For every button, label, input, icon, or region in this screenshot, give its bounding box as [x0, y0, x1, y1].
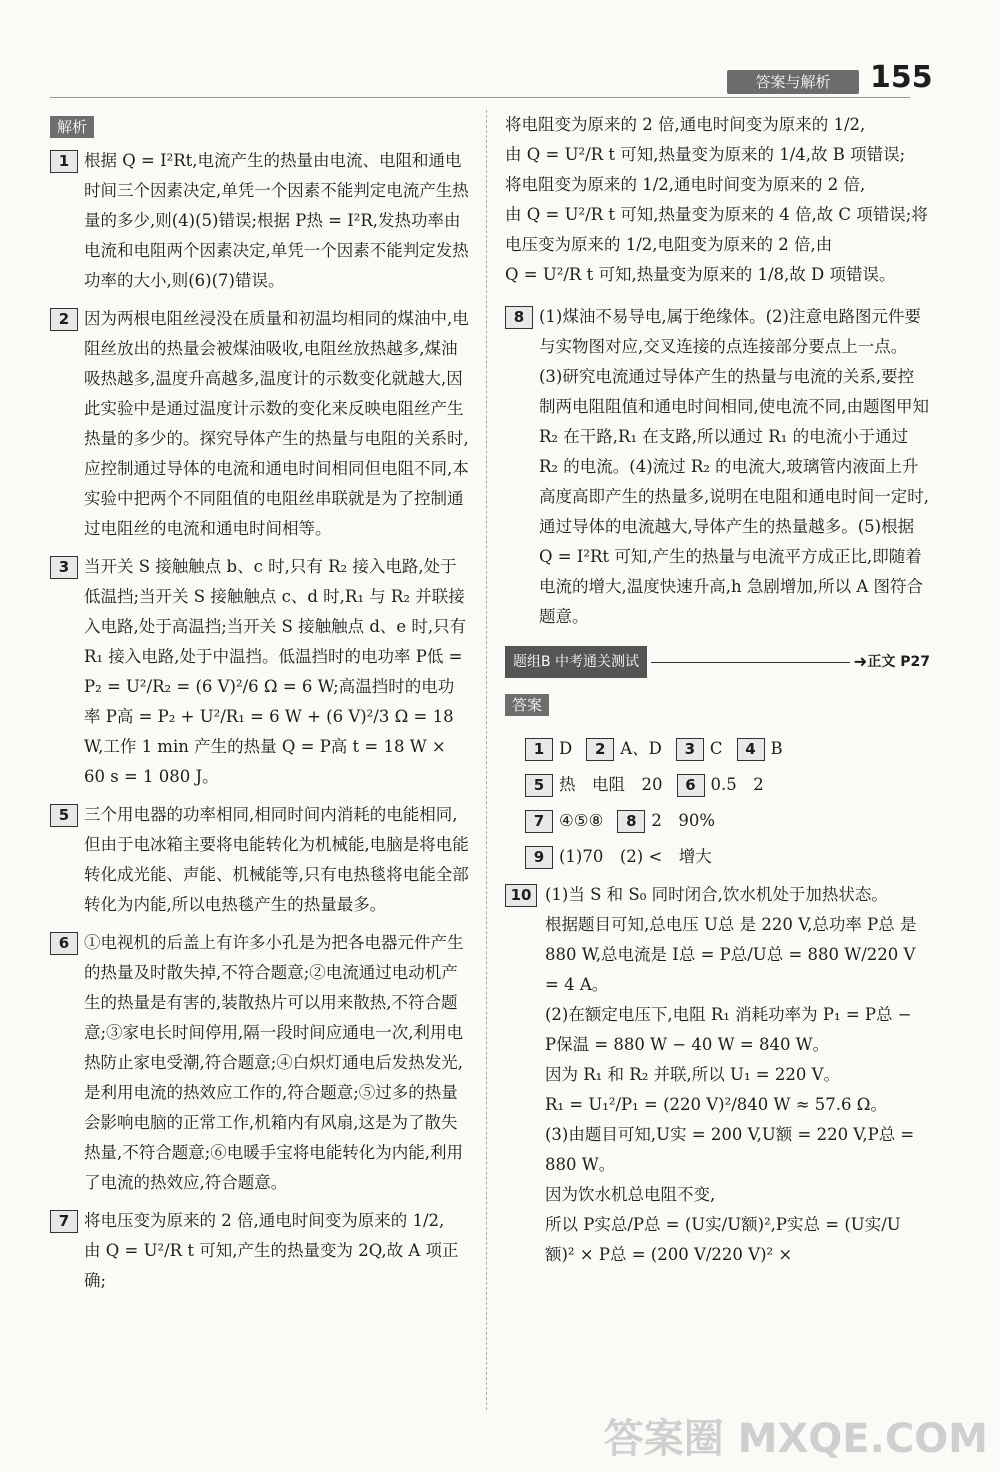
right-column [505, 110, 930, 1278]
item-number-box: 8 [505, 306, 533, 329]
answer-row [525, 806, 930, 836]
item-number-box: 5 [50, 804, 78, 827]
answer-4 [737, 734, 783, 764]
section-label-answer: 答案 [505, 694, 549, 716]
answer-value: D [559, 739, 573, 758]
analysis-item-10 [505, 880, 930, 1270]
answer-number-box: 8 [617, 810, 645, 833]
answer-number-box: 9 [525, 846, 553, 869]
item-text: 将电压变为原来的 2 倍,通电时间变为原来的 1/2, 由 Q = U²/R t 可知,产生的热量变为 2Q,故 A 项正确; [84, 1211, 459, 1290]
answer-value: 0.5 2 [710, 775, 764, 794]
answer-number-box: 1 [525, 738, 553, 761]
item-text: 因为两根电阻丝浸没在质量和初温均相同的煤油中,电阻丝放出的热量会被煤油吸收,电阻丝放热越多,煤油吸热越多,温度升高越多,温度计的示数变化就越大,因此实验中是通过温度计示数的变化来反映电阻丝产生热量的多少的。探究导体产生的热量与电阻的关系时,应控制通过导体的电流和通电时间相同但电阻不同,本实验中把两个不同阻值的电阻丝串联就是为了控制通过电阻丝的电流和通电时间相等。 [84, 309, 469, 538]
header-rule [50, 97, 910, 98]
answer-number-box: 3 [676, 738, 704, 761]
item-number-box: 1 [50, 150, 78, 173]
analysis-item-8 [505, 302, 930, 632]
answer-number-box: 4 [737, 738, 765, 761]
analysis-item-2 [50, 304, 470, 544]
answer-2 [586, 734, 662, 764]
item-number-box: 2 [50, 308, 78, 331]
answer-grid [525, 734, 930, 872]
section-label-analysis: 解析 [50, 116, 94, 138]
answer-8 [617, 806, 715, 836]
answer-row [525, 770, 930, 800]
answer-value: A、D [620, 739, 662, 758]
answer-number-box: 2 [586, 738, 614, 761]
group-title: 题组B 中考通关测试 [505, 646, 647, 678]
analysis-item-1 [50, 146, 470, 296]
item-text: 三个用电器的功率相同,相同时间内消耗的电能相同,但由于电冰箱主要将电能转化为机械能,电脑是将电能转化成光能、声能、机械能等,只有电热毯将电能全部转化为内能,所以电热毯产生的热量最多。 [84, 805, 469, 914]
answer-value: B [770, 739, 783, 758]
answer-value: C [709, 739, 723, 758]
answer-row [525, 842, 930, 872]
item-text: 当开关 S 接触触点 b、c 时,只有 R₂ 接入电路,处于低温挡;当开关 S 接触触点 c、d 时,R₁ 与 R₂ 并联接入电路,处于高温挡;当开关 S 接触触点 d、e 时,只有 R₁ 接入电路,处于中温挡。低温挡时的电功率 P低 = P₂ = U²/R₂ = (6 V)²/6 Ω = 6 W;高温挡时的电功率 P高 = P₂ + U²/R₁ = 6 W + (6 V)²/3 Ω = 18 W,工作 1 min 产生的热量 Q = P高 t = 18 W × 60 s = 1 080 J。 [84, 557, 467, 786]
item-number-box: 6 [50, 932, 78, 955]
page-number: 155 [870, 60, 933, 95]
item-text: ①电视机的后盖上有许多小孔是为把各电器元件产生的热量及时散失掉,不符合题意;②电流通过电动机产生的热量是有害的,装散热片可以用来散热,不符合题意;③家电长时间停用,隔一段时间应通电一次,利用电热防止家电受潮,符合题意;④白炽灯通电后发热发光,是利用电流的热效应工作的,符合题意;⑤过多的热量会影响电脑的正常工作,机箱内有风扇,这是为了散失热量,不符合题意;⑥电暖手宝将电能转化为内能,利用了电流的热效应,符合题意。 [84, 933, 464, 1192]
item7-continuation: 将电阻变为原来的 2 倍,通电时间变为原来的 1/2, 由 Q = U²/R t 可知,热量变为原来的 1/4,故 B 项错误; 将电阻变为原来的 1/2,通电时间变为原来的 2 倍, 由 Q = U²/R t 可知,热量变为原来的 4 倍,故 C 项错误;将电压变为原来的 1/2,电阻变为原来的 2 倍,由 Q = U²/R t 可知,热量变为原来的 1/8,故 D 项错误。 [505, 115, 928, 284]
answer-5 [525, 770, 663, 800]
group-ref: 正文 P27 [867, 654, 930, 670]
arrow-line [651, 662, 849, 663]
answer-value: 2 90% [651, 811, 716, 830]
answer-3 [676, 734, 723, 764]
item-number-box: 7 [50, 1210, 78, 1233]
answer-number-box: 6 [677, 774, 705, 797]
group-heading [505, 646, 930, 678]
answer-1 [525, 734, 572, 764]
answer-7 [525, 806, 603, 836]
answer-number-box: 5 [525, 774, 553, 797]
item-text: (1)当 S 和 S₀ 同时闭合,饮水机处于加热状态。 根据题目可知,总电压 U总 是 220 V,总功率 P总 是 880 W,总电流是 I总 = P总/U总 = 880 W/220 V = 4 A。 (2)在额定电压下,电阻 R₁ 消耗功率为 P₁ = P总 − P保温 = 880 W − 40 W = 840 W。 因为 R₁ 和 R₂ 并联,所以 U₁ = 220 V。 R₁ = U₁²/P₁ = (220 V)²/840 W ≈ 57.6 Ω。 (3)由题目可知,U实 = 200 V,U额 = 220 V,P总 = 880 W。 因为饮水机总电阻不变, 所以 P实总/P总 = (U实/U额)²,P实总 = (U实/U额)² × P总 = (200 V/220 V)² × [545, 885, 917, 1264]
left-column [50, 110, 470, 1304]
answer-number-box: 7 [525, 810, 553, 833]
answer-6 [677, 770, 764, 800]
answer-row [525, 734, 930, 764]
answer-value: 热 电阻 20 [559, 775, 663, 794]
header-tag: 答案与解析 [727, 70, 859, 94]
item-number-box: 10 [505, 884, 537, 907]
watermark: 答案圈 MXQE.COM [603, 1416, 988, 1462]
answer-value: (1)70 (2) < 增大 [559, 847, 712, 866]
item-text: 根据 Q = I²Rt,电流产生的热量由电流、电阻和通电时间三个因素决定,单凭一个因素不能判定电流产生热量的多少,则(4)(5)错误;根据 P热 = I²R,发热功率由电流和电阻两个因素决定,单凭一个因素不能判定发热功率的大小,则(6)(7)错误。 [84, 151, 469, 290]
analysis-item-5 [50, 800, 470, 920]
answer-value: ④⑤⑧ [559, 811, 604, 830]
analysis-item-7 [50, 1206, 470, 1296]
item-text: (1)煤油不易导电,属于绝缘体。(2)注意电路图元件要与实物图对应,交叉连接的点连接部分要点上一点。(3)研究电流通过导体产生的热量与电流的关系,要控制两电阻阻值和通电时间相同,使电流不同,由题图甲知 R₂ 在干路,R₁ 在支路,所以通过 R₁ 的电流小于通过 R₂ 的电流。(4)流过 R₂ 的电流大,玻璃管内液面上升高度高即产生的热量多,说明在电阻和通电时间一定时,通过导体的电流越大,导体产生的热量越多。(5)根据 Q = I²Rt 可知,产生的热量与电流平方成正比,即随着电流的增大,温度快速升高,h 急剧增加,所以 A 图符合题意。 [539, 307, 929, 626]
answer-9 [525, 842, 712, 872]
arrow-icon: ➜ [853, 652, 868, 671]
analysis-item-6 [50, 928, 470, 1198]
column-divider [486, 110, 487, 1410]
item-number-box: 3 [50, 556, 78, 579]
analysis-item-3 [50, 552, 470, 792]
analysis-list [50, 146, 470, 1296]
